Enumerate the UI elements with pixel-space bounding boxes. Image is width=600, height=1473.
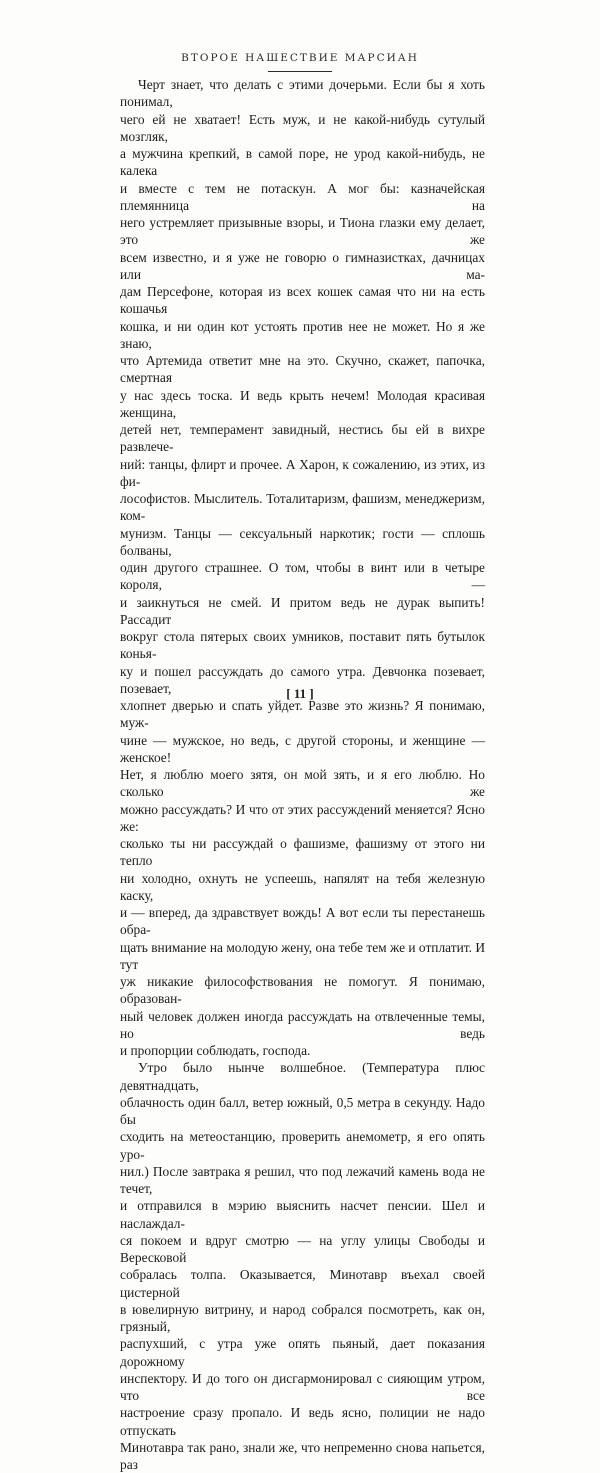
text-line: нил.) После завтрака я решил, что под лежачий камень вода не течет, bbox=[120, 1163, 485, 1196]
running-head-rule bbox=[268, 71, 332, 72]
text-line: чине — мужское, но ведь, с другой стороны, и женщине — женское! bbox=[120, 732, 485, 765]
text-line: ку и пошел рассуждать до самого утра. Девчонка позевает, позевает, bbox=[120, 663, 485, 696]
text-line: щать внимание на молодую жену, она тебе тем же и отплатит. И тут bbox=[120, 939, 485, 972]
text-line: детей нет, темперамент завидный, нестись бы ей в вихре развлече- bbox=[120, 422, 485, 455]
text-line: сходить на метеостанцию, проверить анемометр, я его опять уро- bbox=[120, 1129, 485, 1162]
text-line: лософистов. Мыслитель. Тоталитаризм, фашизм, менеджеризм, ком- bbox=[120, 491, 485, 524]
text-line: него устремляет призывные взоры, и Тиона глазки ему делает, это же bbox=[120, 215, 485, 248]
text-line: и пропорции соблюдать, господа. bbox=[120, 1043, 311, 1058]
text-line: и заикнуться не смей. И притом ведь не дурак выпить! Рассадит bbox=[120, 594, 485, 627]
text-line: настроение сразу пропало. И ведь ясно, полиции не надо отпускать bbox=[120, 1405, 485, 1438]
body-text bbox=[120, 76, 485, 1473]
text-line: ся покоем и вдруг смотрю — на углу улицы Свободы и Вересковой bbox=[120, 1232, 485, 1265]
text-line: ный человек должен иногда рассуждать на отвлеченные темы, но ведь bbox=[120, 1008, 485, 1041]
page-number: [ 11 ] bbox=[286, 686, 314, 701]
text-line: облачность один балл, ветер южный, 0,5 метра в секунду. Надо бы bbox=[120, 1094, 485, 1127]
text-line: ни холодно, охнуть не успеешь, напялят на тебя железную каску, bbox=[120, 870, 485, 903]
text-line: хлопнет дверью и спать уйдет. Разве это жизнь? Я понимаю, муж- bbox=[120, 698, 485, 731]
text-line: можно рассуждать? И что от этих рассуждений меняется? Ясно же: bbox=[120, 801, 485, 834]
text-line: ний: танцы, флирт и прочее. А Харон, к сожалению, из этих, из фи- bbox=[120, 456, 485, 489]
text-line: чего ей не хватает! Есть муж, и не какой-нибудь сутулый мозгляк, bbox=[120, 111, 485, 144]
text-line: сколько ты ни рассуждай о фашизме, фашизму от этого ни тепло bbox=[120, 836, 485, 869]
text-line: Черт знает, что делать с этими дочерьми. Если бы я хоть понимал, bbox=[120, 77, 485, 110]
text-line: вокруг стола пятерых своих умников, поставит пять бутылок конья- bbox=[120, 629, 485, 662]
text-line: уж никакие философствования не помогут. Я понимаю, образован- bbox=[120, 974, 485, 1007]
text-line: а мужчина крепкий, в самой поре, не урод какой-нибудь, не калека bbox=[120, 146, 485, 179]
text-line: дам Персефоне, которая из всех кошек самая что ни на есть кошачья bbox=[120, 284, 485, 317]
text-line: один другого страшнее. О том, чтобы в винт или в четыре короля, — bbox=[120, 560, 485, 593]
text-line: Нет, я люблю моего зятя, он мой зять, и я его люблю. Но сколько же bbox=[120, 767, 485, 800]
running-head: ВТОРОЕ НАШЕСТВИЕ МАРСИАН bbox=[181, 52, 419, 64]
text-line: в ювелирную витрину, и народ собрался посмотреть, как он, грязный, bbox=[120, 1301, 485, 1334]
text-line: что Артемида ответит мне на это. Скучно, скажет, папочка, смертная bbox=[120, 353, 485, 386]
text-line: собралась толпа. Оказывается, Минотавр въехал своей цистерной bbox=[120, 1267, 485, 1300]
text-line: Утро было нынче волшебное. (Температура плюс девятнадцать, bbox=[120, 1060, 485, 1093]
text-line: и вместе с тем не потаскун. А мог бы: казначейская племянница на bbox=[120, 180, 485, 213]
text-line: кошка, и ни один кот устоять против нее не может. Но я же знаю, bbox=[120, 318, 485, 351]
text-line: распухший, с утра уже опять пьяный, дает показания дорожному bbox=[120, 1336, 485, 1369]
text-line: и — вперед, да здравствует вождь! А вот если ты перестанешь обра- bbox=[120, 905, 485, 938]
text-line: и отправился в мэрию выяснить насчет пенсии. Шел и наслаждал- bbox=[120, 1198, 485, 1231]
text-line: у нас здесь тоска. И ведь крыть нечем! Молодая красивая женщина, bbox=[120, 387, 485, 420]
text-line: всем известно, и я уже не говорю о гимназистках, дачницах или ма- bbox=[120, 249, 485, 282]
text-line: Минотавра так рано, знали же, что непременно снова напьется, раз bbox=[120, 1439, 485, 1472]
text-line: мунизм. Танцы — сексуальный наркотик; гости — сплошь болваны, bbox=[120, 525, 485, 558]
text-line: инспектору. И до того он дисгармонировал с сияющим утром, что все bbox=[120, 1370, 485, 1403]
